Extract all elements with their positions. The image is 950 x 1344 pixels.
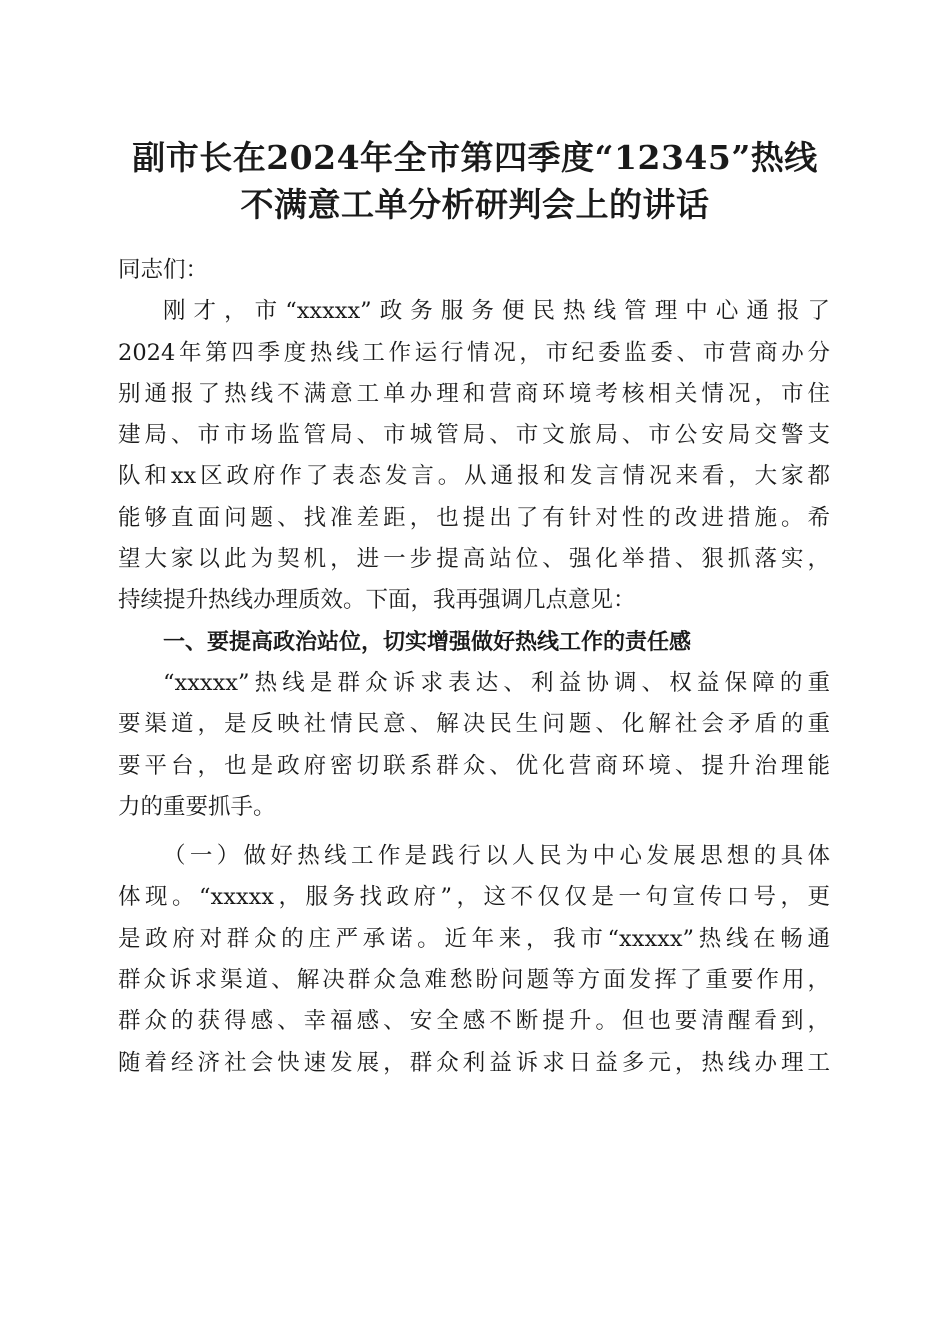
paragraph-subsection-1 bbox=[118, 836, 830, 1084]
text-line: 持续提升热线办理质效。下面，我再强调几点意见： bbox=[118, 587, 636, 614]
salutation: 同志们： bbox=[118, 257, 209, 283]
text-line: 2024年第四季度热线工作运行情况，市纪委监委、市营商办分 bbox=[118, 339, 830, 366]
text-line: （一）做好热线工作是践行以人民为中心发展思想的具体 bbox=[163, 843, 830, 870]
document-body bbox=[118, 250, 830, 1084]
paragraph-gap bbox=[118, 828, 830, 836]
title-line-2: 不满意工单分析研判会上的讲话 bbox=[240, 185, 710, 224]
paragraph-section-1 bbox=[118, 663, 830, 828]
text-line: 建局、市市场监管局、市城管局、市文旅局、市公安局交警支 bbox=[118, 422, 830, 449]
title-line-1: 副市长在2024年全市第四季度“12345”热线 bbox=[132, 138, 818, 177]
text-line: 队和xx区政府作了表态发言。从通报和发言情况来看，大家都 bbox=[118, 463, 830, 490]
text-line: 群众的获得感、幸福感、安全感不断提升。但也要清醒看到， bbox=[118, 1008, 830, 1035]
text-line: 是政府对群众的庄严承诺。近年来，我市“xxxxx”热线在畅通 bbox=[118, 925, 830, 952]
paragraph-opening bbox=[118, 291, 830, 621]
text-line: 别通报了热线不满意工单办理和营商环境考核相关情况，市住 bbox=[118, 380, 830, 407]
text-line: 要平台，也是政府密切联系群众、优化营商环境、提升治理能 bbox=[118, 752, 830, 779]
text-line: 刚才，市“xxxxx”政务服务便民热线管理中心通报了 bbox=[163, 298, 830, 325]
text-line: 群众诉求渠道、解决群众急难愁盼问题等方面发挥了重要作用， bbox=[118, 967, 830, 994]
section-heading-1: 一、要提高政治站位，切实增强做好热线工作的责任感 bbox=[163, 629, 692, 655]
text-line: 能够直面问题、找准差距，也提出了有针对性的改进措施。希 bbox=[118, 504, 830, 531]
text-line: 随着经济社会快速发展，群众利益诉求日益多元，热线办理工 bbox=[118, 1049, 830, 1076]
text-line: 体现。“xxxxx，服务找政府”，这不仅仅是一句宣传口号，更 bbox=[118, 884, 830, 911]
text-line: 望大家以此为契机，进一步提高站位、强化举措、狠抓落实， bbox=[118, 546, 830, 573]
text-line: “xxxxx”热线是群众诉求表达、利益协调、权益保障的重 bbox=[163, 669, 830, 696]
text-line: 要渠道，是反映社情民意、解决民生问题、化解社会矛盾的重 bbox=[118, 711, 830, 738]
document-title bbox=[0, 134, 950, 228]
text-line: 力的重要抓手。 bbox=[118, 793, 276, 820]
